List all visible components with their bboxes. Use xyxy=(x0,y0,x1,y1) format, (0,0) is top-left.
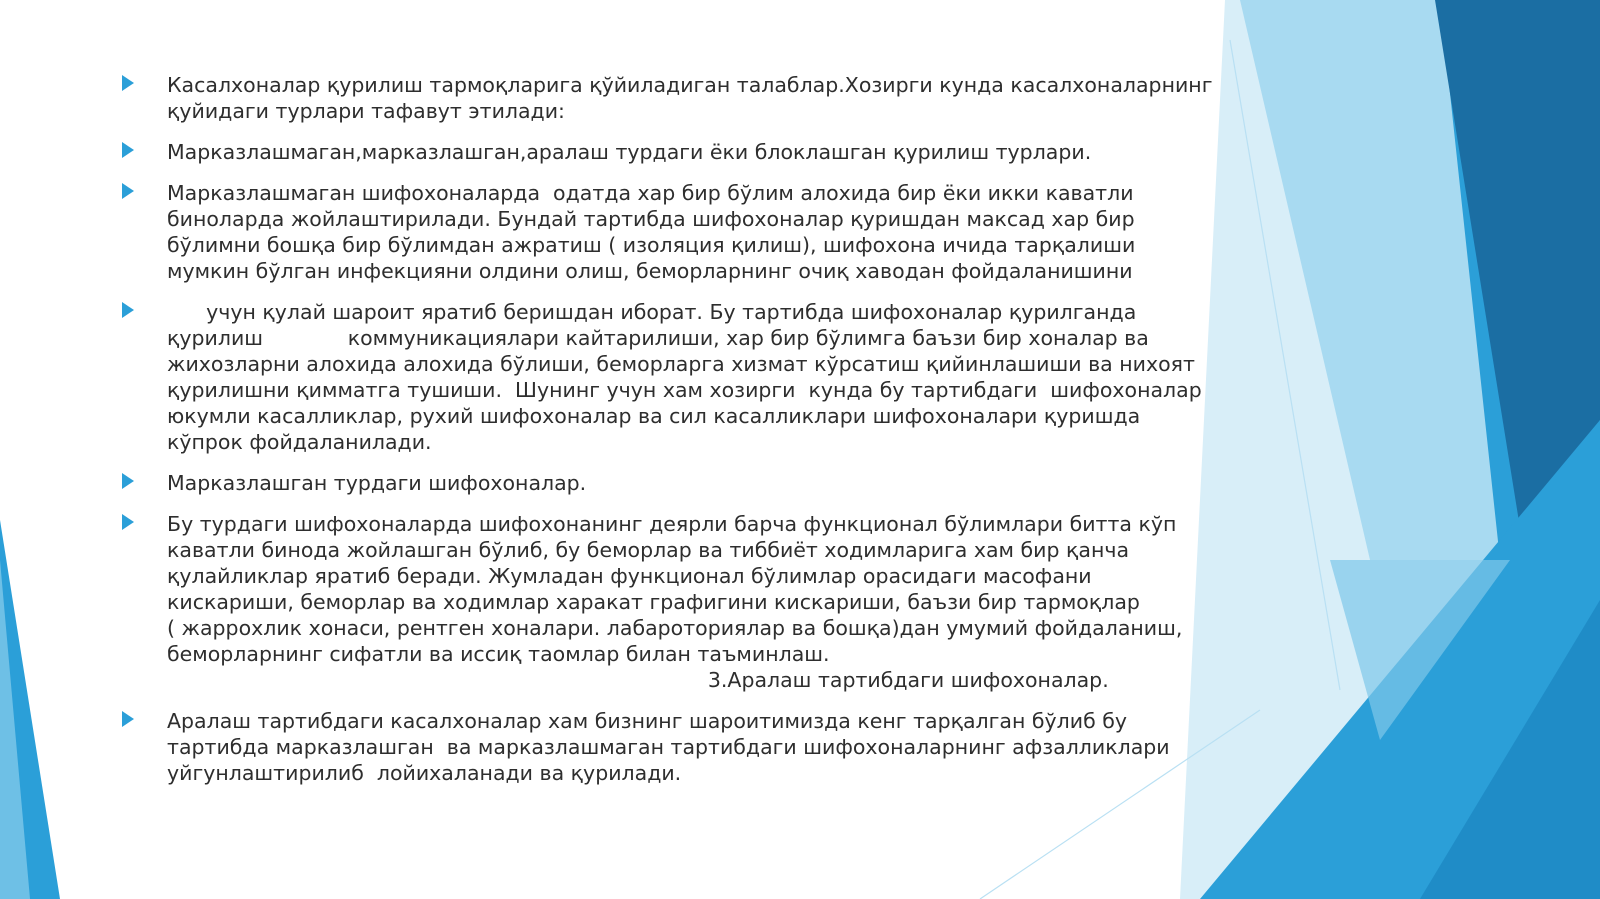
bullet-text-line: ( жаррохлик хонаси, рентген хоналари. лабароториялар ва бошқа)дан умумий фойдаланиш, xyxy=(167,616,1183,640)
bullet-text-line: бўлимни бошқа бир бўлимдан ажратиш ( изоляция қилиш), шифохона ичида тарқалиши xyxy=(167,233,1136,257)
triangle-right-icon xyxy=(122,473,134,489)
bullet-text-line: учун қулай шароит яратиб беришдан иборат. Бу тартибда шифохоналар қурилганда xyxy=(167,300,1137,324)
bullet-text-line: қурилиш коммуникациялари кайтарилиши, хар бир бўлимга баъзи бир хоналар ва xyxy=(167,326,1149,350)
triangle-right-icon xyxy=(122,75,134,91)
bullet-text-line: биноларда жойлаштирилади. Бундай тартибда шифохоналар қуришдан максад хар бир xyxy=(167,207,1135,231)
triangle-right-icon xyxy=(122,711,134,727)
bullet-text-line: қурилишни қимматга тушиши. Шунинг учун хам хозирги кунда бу тартибдаги шифохоналар xyxy=(167,378,1202,402)
bullet-text-line: Аралаш тартибдаги касалхоналар хам бизнинг шароитимизда кенг тарқалган бўлиб бу xyxy=(167,709,1128,733)
bullet-text-line: қуйидаги турлари тафавут этилади: xyxy=(167,99,565,123)
bullet-text-line: қулайликлар яратиб беради. Жумладан функционал бўлимлар орасидаги масофани xyxy=(167,564,1092,588)
bullet-item-4 xyxy=(122,299,1202,455)
bullet-text-line: Марказлашмаган шифохоналарда одатда хар бир бўлим алохида бир ёки икки каватли xyxy=(167,181,1134,205)
bullet-item-3 xyxy=(122,180,1202,284)
bullet-text-line: беморларнинг сифатли ва иссиқ таомлар билан таъминлаш. xyxy=(167,642,830,666)
bullet-text-line: Бу турдаги шифохоналарда шифохонанинг деярли барча функционал бўлимлари битта кўп xyxy=(167,512,1177,536)
triangle-right-icon xyxy=(122,142,134,158)
bullet-text-line: кискариши, беморлар ва ходимлар харакат графигини кискариши, баъзи бир тармоқлар xyxy=(167,590,1140,614)
triangle-right-icon xyxy=(122,302,134,318)
bullet-text-line: каватли бинода жойлашган бўлиб, бу беморлар ва тиббиёт ходимларига хам бир қанча xyxy=(167,538,1130,562)
bullet-text-line: Касалхоналар қурилиш тармоқларига қўйиладиган талаблар.Хозирги кунда касалхоналарнинг xyxy=(167,73,1213,97)
bullet-text-line: 3.Аралаш тартибдаги шифохоналар. xyxy=(167,668,1109,692)
bullet-item-6 xyxy=(122,511,1202,693)
bullet-item-1 xyxy=(122,72,1213,124)
triangle-right-icon xyxy=(122,183,134,199)
bullet-item-5 xyxy=(122,470,1202,496)
bullet-text-line: Марказлашмаган,марказлашган,аралаш турдаги ёки блоклашган қурилиш турлари. xyxy=(167,140,1092,164)
bullet-text-line: юкумли касалликлар, рухий шифохоналар ва сил касалликлари шифохоналари қуришда xyxy=(167,404,1141,428)
bullet-item-2 xyxy=(122,139,1202,165)
bullet-text-line: Марказлашган турдаги шифохоналар. xyxy=(167,471,587,495)
triangle-right-icon xyxy=(122,514,134,530)
bullet-text-line: жихозларни алохида алохида бўлиши, беморларга хизмат кўрсатиш қийинлашиши ва нихоят xyxy=(167,352,1195,376)
bullet-text-line: тартибда марказлашган ва марказлашмаган тартибдаги шифохоналарнинг афзалликлари xyxy=(167,735,1170,759)
bullet-text-line: кўпрок фойдаланилади. xyxy=(167,430,432,454)
bullet-list xyxy=(122,72,1213,801)
bullet-text-line: мумкин бўлган инфекцияни олдини олиш, беморларнинг очиқ хаводан фойдаланишини xyxy=(167,259,1133,283)
bullet-item-7 xyxy=(122,708,1202,786)
bullet-text-line: уйгунлаштирилиб лойихаланади ва қурилади. xyxy=(167,761,682,785)
